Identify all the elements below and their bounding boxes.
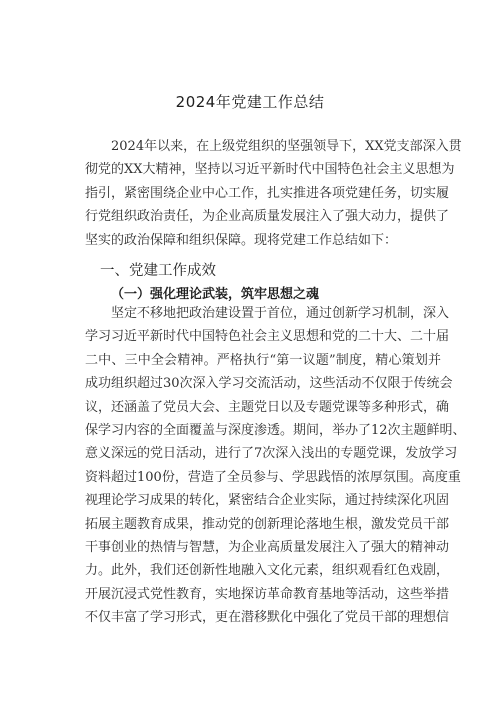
document-title: 2024年党建工作总结: [175, 93, 325, 111]
paragraph-line: 指引，紧密围绕企业中心工作，扎实推进各项党建任务，切实履: [85, 185, 450, 201]
paragraph-line: 2024年以来，在上级党组织的坚强领导下，XX党支部深入贯: [111, 139, 462, 154]
paragraph-line: 坚实的政治保障和组织保障。现将党建工作总结如下：: [85, 232, 398, 248]
intro-paragraph: [85, 135, 462, 252]
paragraph-line: 力。此外，我们还创新性地融入文化元素，组织观看红色戏剧，: [85, 563, 450, 579]
paragraph-line: 意义深远的党日活动，进行了7次深入浅出的专题党课，发放学习: [85, 446, 458, 462]
paragraph-line: 开展沉浸式党性教育，实地探访革命教育基地等活动，这些举措: [85, 586, 450, 602]
paragraph-line: 干事创业的热情与智慧，为企业高质量发展注入了强大的精神动: [85, 540, 450, 556]
paragraph-line: 资料超过100份，营造了全员参与、学思践悟的浓厚氛围。高度重: [85, 469, 461, 485]
paragraph-line: 坚定不移地把政治建设置于首位，通过创新学习机制，深入: [111, 306, 450, 321]
paragraph-line: 彻党的XX大精神，坚持以习近平新时代中国特色社会主义思想为: [85, 162, 455, 178]
paragraph-line: 成功组织超过30次深入学习交流活动，这些活动不仅限于传统会: [85, 376, 453, 392]
paragraph-line: 议，还涵盖了党员大会、主题党日以及专题党课等多种形式，确: [85, 399, 450, 415]
section-heading: 一、党建工作成效: [100, 263, 216, 279]
paragraph-line: 行党组织政治责任，为企业高质量发展注入了强大动力，提供了: [85, 209, 450, 225]
paragraph-line: 拓展主题教育成果，推动党的创新理论落地生根，激发党员干部: [85, 516, 450, 532]
subsection-paragraph: [85, 302, 466, 630]
paragraph-line: 不仅丰富了学习形式，更在潜移默化中强化了党员干部的理想信: [85, 610, 450, 626]
subsection-heading: （一）强化理论武装，筑牢思想之魂: [111, 287, 320, 302]
paragraph-line: 二中、三中全会精神。严格执行“第一议题”制度，精心策划并: [85, 352, 441, 368]
paragraph-line: 保学习内容的全面覆盖与深度渗透。期间，举办了12次主题鲜明、: [85, 423, 466, 439]
paragraph-line: 视理论学习成果的转化，紧密结合企业实际，通过持续深化巩固: [85, 493, 450, 509]
paragraph-line: 学习习近平新时代中国特色社会主义思想和党的二十大、二十届: [85, 329, 450, 345]
